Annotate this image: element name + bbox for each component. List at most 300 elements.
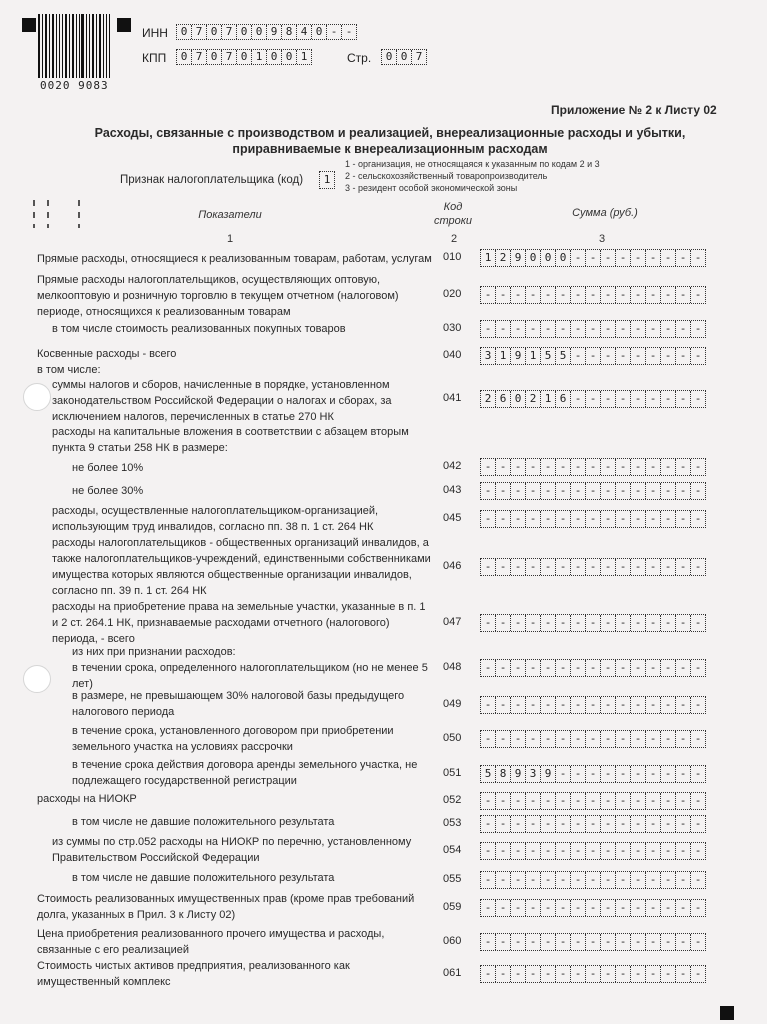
row-amount-field[interactable] (480, 347, 706, 365)
amount-digit-cell: 9 (541, 766, 556, 782)
row-label-line: в течении срока, определенного налогоплательщиком (но не менее 5 (72, 662, 428, 674)
amount-digit-cell: - (481, 321, 496, 337)
amount-digit-cell: - (616, 348, 631, 364)
amount-digit-cell: - (511, 872, 526, 888)
row-label-line: суммы налогов и сборов, начисленные в порядке, установленном (52, 379, 390, 391)
amount-digit-cell: - (616, 559, 631, 575)
row-label-line: имущественный комплекс (37, 976, 171, 988)
amount-digit-cell: - (616, 321, 631, 337)
row-label-line: имущества которых являются общественные организации инвалидов, (52, 569, 412, 581)
amount-digit-cell: - (586, 731, 601, 747)
row-amount-field[interactable] (480, 842, 706, 860)
taxpayer-code-field (319, 171, 335, 189)
amount-digit-cell: - (616, 459, 631, 475)
amount-digit-cell: - (571, 966, 586, 982)
amount-digit-cell: 1 (541, 391, 556, 407)
amount-digit-cell: 5 (481, 766, 496, 782)
row-label (52, 377, 430, 425)
row-code: 055 (443, 873, 462, 885)
row-label-line: Прямые расходы налогоплательщиков, осуществляющих оптовую, (37, 274, 381, 286)
amount-digit-cell: - (526, 843, 541, 859)
row-amount-field[interactable] (480, 899, 706, 917)
amount-digit-cell: 6 (496, 391, 511, 407)
amount-digit-cell: - (631, 934, 646, 950)
row-code: 046 (443, 560, 462, 572)
amount-digit-cell: - (496, 459, 511, 475)
amount-digit-cell: - (586, 697, 601, 713)
amount-digit-cell: - (631, 250, 646, 266)
amount-digit-cell: - (571, 660, 586, 676)
amount-digit-cell: - (556, 511, 571, 527)
digit-cell: 0 (237, 50, 252, 64)
row-label-line: Стоимость чистых активов предприятия, реализованного как (37, 960, 350, 972)
amount-digit-cell: - (481, 843, 496, 859)
amount-digit-cell: 5 (541, 348, 556, 364)
page-number-field (381, 49, 427, 65)
digit-cell: 1 (300, 50, 308, 63)
amount-digit-cell: - (661, 615, 676, 631)
amount-digit-cell: - (694, 251, 702, 264)
inn-field (176, 24, 357, 40)
amount-digit-cell: - (481, 793, 496, 809)
amount-digit-cell: - (676, 731, 691, 747)
row-label (72, 870, 430, 886)
row-amount-field[interactable] (480, 320, 706, 338)
amount-digit-cell: - (481, 966, 496, 982)
amount-digit-cell: - (646, 287, 661, 303)
amount-digit-cell: - (586, 483, 601, 499)
row-amount-field[interactable] (480, 249, 706, 267)
amount-digit-cell: - (601, 660, 616, 676)
amount-digit-cell: - (541, 459, 556, 475)
amount-digit-cell: - (676, 459, 691, 475)
punch-hole (23, 665, 51, 693)
amount-digit-cell: 5 (556, 348, 571, 364)
amount-digit-cell: - (661, 511, 676, 527)
amount-digit-cell: - (601, 816, 616, 832)
amount-digit-cell: - (646, 843, 661, 859)
amount-digit-cell: - (631, 615, 646, 631)
amount-digit-cell: - (526, 697, 541, 713)
amount-digit-cell: - (586, 872, 601, 888)
amount-digit-cell: - (631, 766, 646, 782)
amount-digit-cell: - (646, 697, 661, 713)
digit-cell: 0 (282, 50, 297, 64)
amount-digit-cell: - (586, 391, 601, 407)
amount-digit-cell: - (676, 348, 691, 364)
amount-digit-cell: - (646, 348, 661, 364)
amount-digit-cell: - (631, 731, 646, 747)
amount-digit-cell: - (661, 900, 676, 916)
amount-digit-cell: - (676, 511, 691, 527)
row-label (72, 757, 430, 789)
amount-digit-cell: - (676, 843, 691, 859)
amount-digit-cell: - (616, 872, 631, 888)
amount-digit-cell: - (496, 697, 511, 713)
amount-digit-cell: 9 (511, 348, 526, 364)
amount-digit-cell: - (556, 287, 571, 303)
amount-digit-cell: - (481, 559, 496, 575)
amount-digit-cell: - (646, 934, 661, 950)
amount-digit-cell: - (694, 322, 702, 335)
row-label (52, 834, 430, 866)
row-label-line: в течение срока, установленного договором при приобретении (72, 725, 394, 737)
row-label-line: законодательством Российской Федерации о налогах и сборах, за (52, 395, 392, 407)
amount-digit-cell: - (661, 391, 676, 407)
form-title-line1: Расходы, связанные с производством и реализацией, внереализационные расходы и убытки, (94, 126, 686, 140)
amount-digit-cell: - (586, 660, 601, 676)
row-label (72, 483, 430, 499)
amount-digit-cell: - (541, 321, 556, 337)
amount-digit-cell: - (616, 816, 631, 832)
amount-digit-cell: - (661, 348, 676, 364)
amount-digit-cell: - (694, 392, 702, 405)
amount-digit-cell: - (526, 966, 541, 982)
amount-digit-cell: - (676, 966, 691, 982)
amount-digit-cell: - (526, 816, 541, 832)
row-label-line: согласно пп. 39 п. 1 ст. 264 НК (52, 585, 207, 597)
row-amount-field[interactable] (480, 510, 706, 528)
digit-cell: 4 (297, 25, 312, 39)
row-amount-field[interactable] (480, 458, 706, 476)
amount-digit-cell: - (571, 559, 586, 575)
digit-cell: 0 (267, 50, 282, 64)
digit-cell: 0 (177, 25, 192, 39)
amount-digit-cell: - (541, 287, 556, 303)
barcode (38, 14, 112, 78)
digit-cell: 0 (382, 50, 397, 64)
row-label-line: в том числе стоимость реализованных покупных товаров (52, 323, 346, 335)
amount-digit-cell: - (694, 560, 702, 573)
amount-digit-cell: - (481, 615, 496, 631)
kpp-label: КПП (142, 51, 167, 65)
amount-digit-cell: - (631, 816, 646, 832)
row-label-line: периоде, относящихся к реализованным товарам (37, 306, 291, 318)
amount-digit-cell: - (541, 872, 556, 888)
amount-digit-cell: - (646, 766, 661, 782)
amount-digit-cell: - (631, 559, 646, 575)
amount-digit-cell: - (526, 900, 541, 916)
amount-digit-cell: - (586, 900, 601, 916)
column-number-2: 2 (451, 233, 458, 245)
amount-digit-cell: 9 (511, 250, 526, 266)
amount-digit-cell: 0 (526, 250, 541, 266)
amount-digit-cell: - (571, 391, 586, 407)
amount-digit-cell: - (541, 793, 556, 809)
amount-digit-cell: - (541, 559, 556, 575)
registration-marker-top-left (22, 18, 36, 32)
amount-digit-cell: - (511, 559, 526, 575)
amount-digit-cell: 6 (556, 391, 571, 407)
amount-digit-cell: - (694, 616, 702, 629)
amount-digit-cell: - (616, 843, 631, 859)
amount-digit-cell: - (511, 934, 526, 950)
amount-digit-cell: - (694, 794, 702, 807)
amount-digit-cell: - (571, 793, 586, 809)
scan-mark (78, 200, 80, 228)
punch-hole (23, 383, 51, 411)
amount-digit-cell: - (601, 459, 616, 475)
amount-digit-cell: - (676, 559, 691, 575)
column-header-code-line2: строки (433, 215, 473, 227)
row-label-line: лет) (72, 678, 93, 690)
row-amount-field[interactable] (480, 558, 706, 576)
amount-digit-cell: - (601, 900, 616, 916)
amount-digit-cell: - (631, 483, 646, 499)
amount-digit-cell: - (571, 615, 586, 631)
row-amount-field[interactable] (480, 730, 706, 748)
amount-digit-cell: - (676, 391, 691, 407)
row-label-line: земельного участка на условиях рассрочки (72, 741, 293, 753)
row-label-line: расходы на НИОКР (37, 793, 137, 805)
amount-digit-cell: - (616, 934, 631, 950)
amount-digit-cell: - (676, 660, 691, 676)
amount-digit-cell: - (496, 816, 511, 832)
row-label-line: и 2 ст. 264.1 НК, признаваемые расходами отчетного (налогового) (52, 617, 390, 629)
amount-digit-cell: - (511, 966, 526, 982)
amount-digit-cell: - (601, 321, 616, 337)
amount-digit-cell: 0 (556, 250, 571, 266)
amount-digit-cell: - (694, 460, 702, 473)
amount-digit-cell: - (631, 391, 646, 407)
amount-digit-cell: - (541, 483, 556, 499)
amount-digit-cell: - (616, 250, 631, 266)
amount-digit-cell: - (556, 766, 571, 782)
row-label-line: долга, указанных в Прил. 3 к Листу 02) (37, 909, 236, 921)
amount-digit-cell: - (616, 287, 631, 303)
row-amount-field[interactable] (480, 286, 706, 304)
amount-digit-cell: - (511, 843, 526, 859)
amount-digit-cell: - (646, 731, 661, 747)
row-label-line: Косвенные расходы - всего (37, 348, 177, 360)
amount-digit-cell: - (556, 321, 571, 337)
amount-digit-cell: - (694, 732, 702, 745)
amount-digit-cell: - (526, 660, 541, 676)
row-code: 010 (443, 251, 462, 263)
row-code: 061 (443, 967, 462, 979)
amount-digit-cell: - (661, 966, 676, 982)
amount-digit-cell: - (616, 511, 631, 527)
amount-digit-cell: - (646, 615, 661, 631)
amount-digit-cell: - (676, 321, 691, 337)
row-label (37, 958, 430, 990)
column-header-sum: Сумма (руб.) (572, 207, 638, 219)
amount-digit-cell: - (616, 900, 631, 916)
amount-digit-cell: - (511, 793, 526, 809)
row-label (72, 644, 430, 660)
row-amount-field[interactable] (480, 965, 706, 983)
amount-digit-cell: - (586, 321, 601, 337)
row-amount-field[interactable] (480, 614, 706, 632)
row-code: 047 (443, 616, 462, 628)
amount-digit-cell: - (511, 287, 526, 303)
amount-digit-cell: - (631, 287, 646, 303)
amount-digit-cell: - (496, 843, 511, 859)
row-label (37, 272, 430, 320)
digit-cell: - (345, 25, 353, 38)
row-label-line: Цена приобретения реализованного прочего имущества и расходы, (37, 928, 385, 940)
row-label-line: мелкооптовую и розничную торговлю в текущем отчетном (налоговом) (37, 290, 399, 302)
amount-digit-cell: - (646, 660, 661, 676)
amount-digit-cell: - (676, 793, 691, 809)
amount-digit-cell: - (556, 872, 571, 888)
digit-cell: - (327, 25, 342, 39)
legend-item: 1 - организация, не относящаяся к указанным по кодам 2 и 3 (345, 159, 600, 169)
amount-digit-cell: - (526, 731, 541, 747)
row-amount-field[interactable] (480, 815, 706, 833)
amount-digit-cell: - (694, 844, 702, 857)
amount-digit-cell: - (481, 731, 496, 747)
amount-digit-cell: - (601, 483, 616, 499)
amount-digit-cell: - (571, 483, 586, 499)
form-title-line2: приравниваемые к внереализационным расходам (232, 142, 548, 156)
row-code: 041 (443, 392, 462, 404)
amount-digit-cell: - (646, 483, 661, 499)
digit-cell: 8 (282, 25, 297, 39)
amount-digit-cell: - (571, 511, 586, 527)
row-label-line: Прямые расходы, относящиеся к реализованным товарам, работам, услугам (37, 253, 432, 265)
row-amount-field[interactable] (480, 659, 706, 677)
amount-digit-cell: - (481, 660, 496, 676)
row-label-line: из суммы по стр.052 расходы на НИОКР по перечню, установленному (52, 836, 412, 848)
amount-digit-cell: - (541, 966, 556, 982)
amount-digit-cell: - (541, 934, 556, 950)
amount-digit-cell: - (586, 766, 601, 782)
amount-digit-cell: - (586, 843, 601, 859)
row-label (52, 321, 430, 337)
amount-digit-cell: - (631, 697, 646, 713)
amount-digit-cell: 9 (511, 766, 526, 782)
amount-digit-cell: - (631, 511, 646, 527)
amount-digit-cell: - (676, 250, 691, 266)
digit-cell: 7 (222, 25, 237, 39)
row-amount-field[interactable] (480, 871, 706, 889)
row-label-line: расходы на капитальные вложения в соответствии с абзацем вторым (52, 426, 409, 438)
amount-digit-cell: 0 (511, 391, 526, 407)
amount-digit-cell: - (571, 934, 586, 950)
amount-digit-cell: - (571, 843, 586, 859)
amount-digit-cell: 0 (541, 250, 556, 266)
row-label-line: не более 30% (72, 485, 144, 497)
amount-digit-cell: - (646, 459, 661, 475)
amount-digit-cell: - (631, 900, 646, 916)
taxpayer-code-legend (345, 158, 600, 194)
row-code: 020 (443, 288, 462, 300)
taxpayer-code-cell: 1 (323, 173, 331, 186)
row-label (37, 346, 430, 378)
amount-digit-cell: - (496, 321, 511, 337)
amount-digit-cell: - (541, 731, 556, 747)
amount-digit-cell: - (694, 817, 702, 830)
amount-digit-cell: - (694, 698, 702, 711)
taxpayer-sign-label: Признак налогоплательщика (код) (120, 174, 304, 186)
amount-digit-cell: - (694, 767, 702, 780)
amount-digit-cell: - (481, 697, 496, 713)
scan-mark (33, 200, 35, 228)
row-code: 045 (443, 512, 462, 524)
amount-digit-cell: - (586, 966, 601, 982)
amount-digit-cell: - (556, 660, 571, 676)
row-label (52, 503, 430, 535)
amount-digit-cell: 3 (481, 348, 496, 364)
row-amount-field[interactable] (480, 696, 706, 714)
amount-digit-cell: - (694, 901, 702, 914)
amount-digit-cell: - (556, 559, 571, 575)
digit-cell: 0 (207, 25, 222, 39)
amount-digit-cell: - (601, 287, 616, 303)
amount-digit-cell: - (556, 459, 571, 475)
amount-digit-cell: - (541, 615, 556, 631)
amount-digit-cell: - (526, 459, 541, 475)
digit-cell: 0 (312, 25, 327, 39)
amount-digit-cell: - (601, 559, 616, 575)
amount-digit-cell: - (601, 843, 616, 859)
amount-digit-cell: - (541, 816, 556, 832)
amount-digit-cell: - (556, 816, 571, 832)
amount-digit-cell: 2 (481, 391, 496, 407)
row-label-line: расходы на приобретение права на земельные участки, указанные в п. 1 (52, 601, 426, 613)
amount-digit-cell: - (511, 660, 526, 676)
digit-cell: 0 (397, 50, 412, 64)
row-amount-field[interactable] (480, 792, 706, 810)
amount-digit-cell: - (694, 288, 702, 301)
row-label (72, 723, 430, 755)
row-amount-field[interactable] (480, 933, 706, 951)
amount-digit-cell: 8 (496, 766, 511, 782)
row-label (37, 926, 430, 958)
amount-digit-cell: - (601, 391, 616, 407)
row-amount-field[interactable] (480, 482, 706, 500)
amount-digit-cell: - (496, 793, 511, 809)
amount-digit-cell: - (586, 511, 601, 527)
amount-digit-cell: - (526, 321, 541, 337)
amount-digit-cell: - (496, 559, 511, 575)
amount-digit-cell: - (601, 511, 616, 527)
amount-digit-cell: - (631, 872, 646, 888)
row-amount-field[interactable] (480, 765, 706, 783)
amount-digit-cell: - (661, 731, 676, 747)
amount-digit-cell: - (676, 900, 691, 916)
amount-digit-cell: - (496, 660, 511, 676)
amount-digit-cell: - (526, 793, 541, 809)
amount-digit-cell: - (571, 348, 586, 364)
amount-digit-cell: - (541, 511, 556, 527)
amount-digit-cell: - (481, 900, 496, 916)
amount-digit-cell: 1 (496, 348, 511, 364)
amount-digit-cell: - (616, 391, 631, 407)
amount-digit-cell: - (631, 348, 646, 364)
amount-digit-cell: - (511, 900, 526, 916)
amount-digit-cell: - (481, 459, 496, 475)
amount-digit-cell: - (541, 900, 556, 916)
row-amount-field[interactable] (480, 390, 706, 408)
row-label-line: использующим труд инвалидов, согласно пп. 38 п. 1 ст. 264 НК (52, 521, 374, 533)
amount-digit-cell: - (556, 483, 571, 499)
amount-digit-cell: - (661, 766, 676, 782)
amount-digit-cell: - (601, 766, 616, 782)
kpp-field (176, 49, 312, 65)
row-label-line: в том числе не давшие положительного результата (72, 872, 335, 884)
row-label (37, 791, 430, 807)
amount-digit-cell: - (526, 483, 541, 499)
amount-digit-cell: - (496, 511, 511, 527)
row-code: 050 (443, 732, 462, 744)
row-label-line: из них при признании расходов: (72, 646, 236, 658)
row-label-line: в размере, не превышающем 30% налоговой базы предыдущего (72, 690, 405, 702)
amount-digit-cell: - (676, 934, 691, 950)
amount-digit-cell: - (694, 484, 702, 497)
row-label (72, 814, 430, 830)
